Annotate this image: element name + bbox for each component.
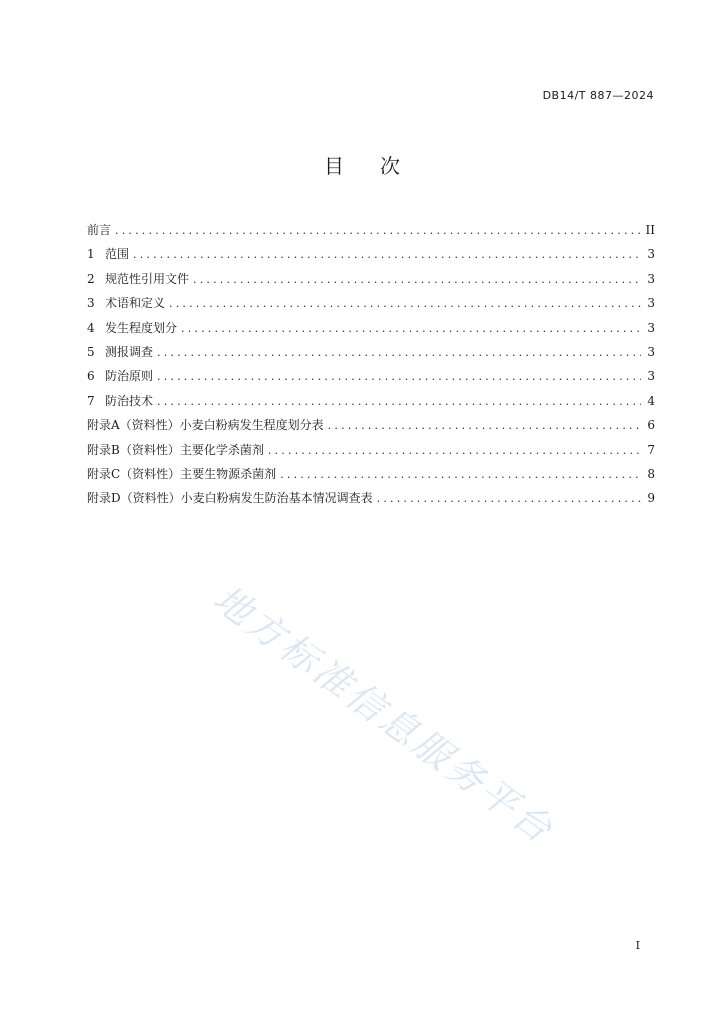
toc-entry-label: 规范性引用文件 — [105, 271, 190, 286]
toc-entry-number: 5 — [87, 344, 95, 359]
toc-entry-scope[interactable] — [87, 242, 655, 266]
toc-title — [0, 150, 724, 179]
toc-entry-page: 3 — [647, 271, 655, 286]
toc-entry-label: 附录C（资料性）主要生物源杀菌剂 — [87, 466, 277, 481]
page-number: I — [635, 939, 640, 952]
toc-leader-dots — [157, 365, 641, 389]
toc-entry-page: 9 — [647, 491, 655, 506]
toc-entry-label: 范围 — [105, 247, 130, 262]
toc-entry-label: 防治原则 — [105, 369, 154, 384]
toc-entry-label: 发生程度划分 — [105, 320, 178, 335]
toc-title-char-2: 次 — [380, 154, 400, 178]
toc-leader-dots — [157, 390, 641, 414]
toc-entry-appendix-c[interactable] — [87, 462, 655, 486]
toc-entry-label: 防治技术 — [105, 393, 154, 408]
toc-entry-page: 3 — [647, 296, 655, 311]
toc-title-char-1: 目 — [324, 154, 344, 178]
toc-entry-forecast-survey[interactable] — [87, 340, 655, 364]
toc-entry-number: 2 — [87, 271, 95, 286]
toc-entry-number: 6 — [87, 369, 95, 384]
toc-entry-page: 3 — [647, 247, 655, 262]
toc-leader-dots — [133, 243, 641, 267]
toc-entry-page: 8 — [647, 466, 655, 481]
toc-entry-page: 3 — [647, 320, 655, 335]
toc-leader-dots — [328, 414, 641, 438]
watermark: 地方标准信息服务平台 — [205, 576, 563, 853]
toc-leader-dots — [115, 219, 641, 243]
toc-entry-page: 3 — [647, 344, 655, 359]
toc-entry-terms-definitions[interactable] — [87, 291, 655, 315]
toc-leader-dots — [280, 463, 641, 487]
toc-entry-page: 6 — [647, 418, 655, 433]
toc-entry-page: II — [645, 223, 655, 237]
toc-entry-number: 1 — [87, 247, 95, 262]
toc-entry-number: 7 — [87, 393, 95, 408]
toc-entry-label: 附录A（资料性）小麦白粉病发生程度划分表 — [87, 418, 324, 433]
toc-entry-page: 3 — [647, 369, 655, 384]
toc-entry-label: 附录B（资料性）主要化学杀菌剂 — [87, 442, 264, 457]
toc-entry-occurrence-degree[interactable] — [87, 316, 655, 340]
toc-entry-appendix-a[interactable] — [87, 413, 655, 437]
toc-leader-dots — [377, 487, 641, 511]
toc-leader-dots — [193, 268, 641, 292]
toc-leader-dots — [169, 292, 641, 316]
toc-entry-foreword[interactable] — [87, 218, 655, 242]
toc-leader-dots — [268, 439, 641, 463]
toc-entry-label: 术语和定义 — [105, 296, 166, 311]
toc-entry-number: 3 — [87, 296, 95, 311]
toc-entry-label: 前言 — [87, 223, 112, 237]
toc-list — [87, 218, 655, 511]
toc-entry-page: 4 — [647, 393, 655, 408]
toc-entry-label: 测报调查 — [105, 344, 154, 359]
toc-leader-dots — [181, 317, 641, 341]
toc-entry-control-principles[interactable] — [87, 364, 655, 388]
toc-entry-normative-references[interactable] — [87, 267, 655, 291]
toc-entry-control-techniques[interactable] — [87, 389, 655, 413]
toc-entry-page: 7 — [647, 442, 655, 457]
toc-entry-appendix-d[interactable] — [87, 486, 655, 510]
toc-leader-dots — [157, 341, 641, 365]
toc-entry-appendix-b[interactable] — [87, 438, 655, 462]
toc-entry-label: 附录D（资料性）小麦白粉病发生防治基本情况调查表 — [87, 491, 373, 506]
toc-entry-number: 4 — [87, 320, 95, 335]
document-code: DB14/T 887—2024 — [542, 89, 654, 102]
